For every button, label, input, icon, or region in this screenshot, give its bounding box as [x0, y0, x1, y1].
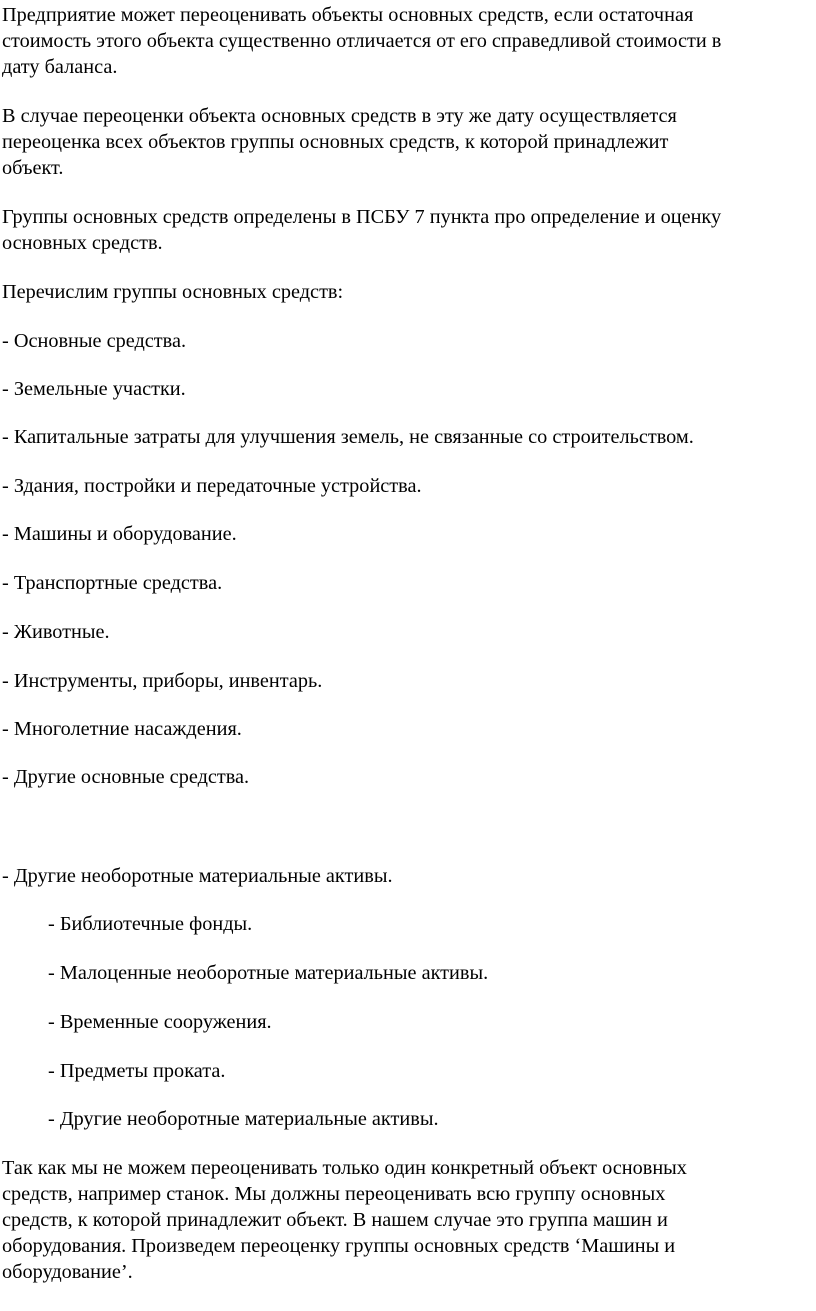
text-line: оборудование’.	[2, 1261, 133, 1283]
intro-paragraph	[2, 2, 814, 80]
list-item: - Земельные участки.	[2, 378, 186, 400]
list-item: - Здания, постройки и передаточные устройства.	[2, 475, 422, 497]
sub-list-item: - Временные сооружения.	[48, 1011, 272, 1033]
revaluation-paragraph	[2, 103, 814, 181]
text-line: средств, к которой принадлежит объект. В нашем случае это группа машин и	[2, 1209, 668, 1231]
list-item: - Животные.	[2, 621, 110, 643]
text-line: дату баланса.	[2, 56, 118, 78]
groups-defined-paragraph	[2, 204, 814, 256]
text-line: объект.	[2, 157, 64, 179]
text-line: Так как мы не можем переоценивать только один конкретный объект основных	[2, 1157, 687, 1179]
text-line: переоценка всех объектов группы основных средств, к которой принадлежит	[2, 131, 669, 153]
sub-list-item: - Библиотечные фонды.	[48, 913, 253, 935]
list-item: - Другие основные средства.	[2, 766, 250, 788]
conclusion-paragraph	[2, 1155, 814, 1285]
list-item: - Многолетние насаждения.	[2, 718, 242, 740]
sub-list-item: - Предметы проката.	[48, 1060, 226, 1082]
text-line: средств, например станок. Мы должны переоценивать всю группу основных	[2, 1183, 666, 1205]
other-assets-heading: - Другие необоротные материальные активы.	[2, 865, 393, 887]
text-line: Группы основных средств определены в ПСБУ 7 пункта про определение и оценку	[2, 206, 722, 228]
list-item: - Инструменты, приборы, инвентарь.	[2, 670, 323, 692]
text-line: оборудования. Произведем переоценку группы основных средств ‘Машины и	[2, 1235, 676, 1257]
text-line: основных средств.	[2, 232, 163, 254]
text-line: В случае переоценки объекта основных средств в эту же дату осуществляется	[2, 105, 677, 127]
list-item: - Машины и оборудование.	[2, 523, 237, 545]
list-item: - Капитальные затраты для улучшения земель, не связанные со строительством.	[2, 426, 694, 448]
sub-list-item: - Другие необоротные материальные активы.	[48, 1108, 439, 1130]
sub-list-item: - Малоценные необоротные материальные активы.	[48, 962, 489, 984]
list-item: - Основные средства.	[2, 330, 187, 352]
text-line: Предприятие может переоценивать объекты основных средств, если остаточная	[2, 4, 694, 26]
text-line: стоимость этого объекта существенно отличается от его справедливой стоимости в	[2, 30, 722, 52]
list-item: - Транспортные средства.	[2, 572, 223, 594]
list-heading: Перечислим группы основных средств:	[2, 281, 344, 303]
